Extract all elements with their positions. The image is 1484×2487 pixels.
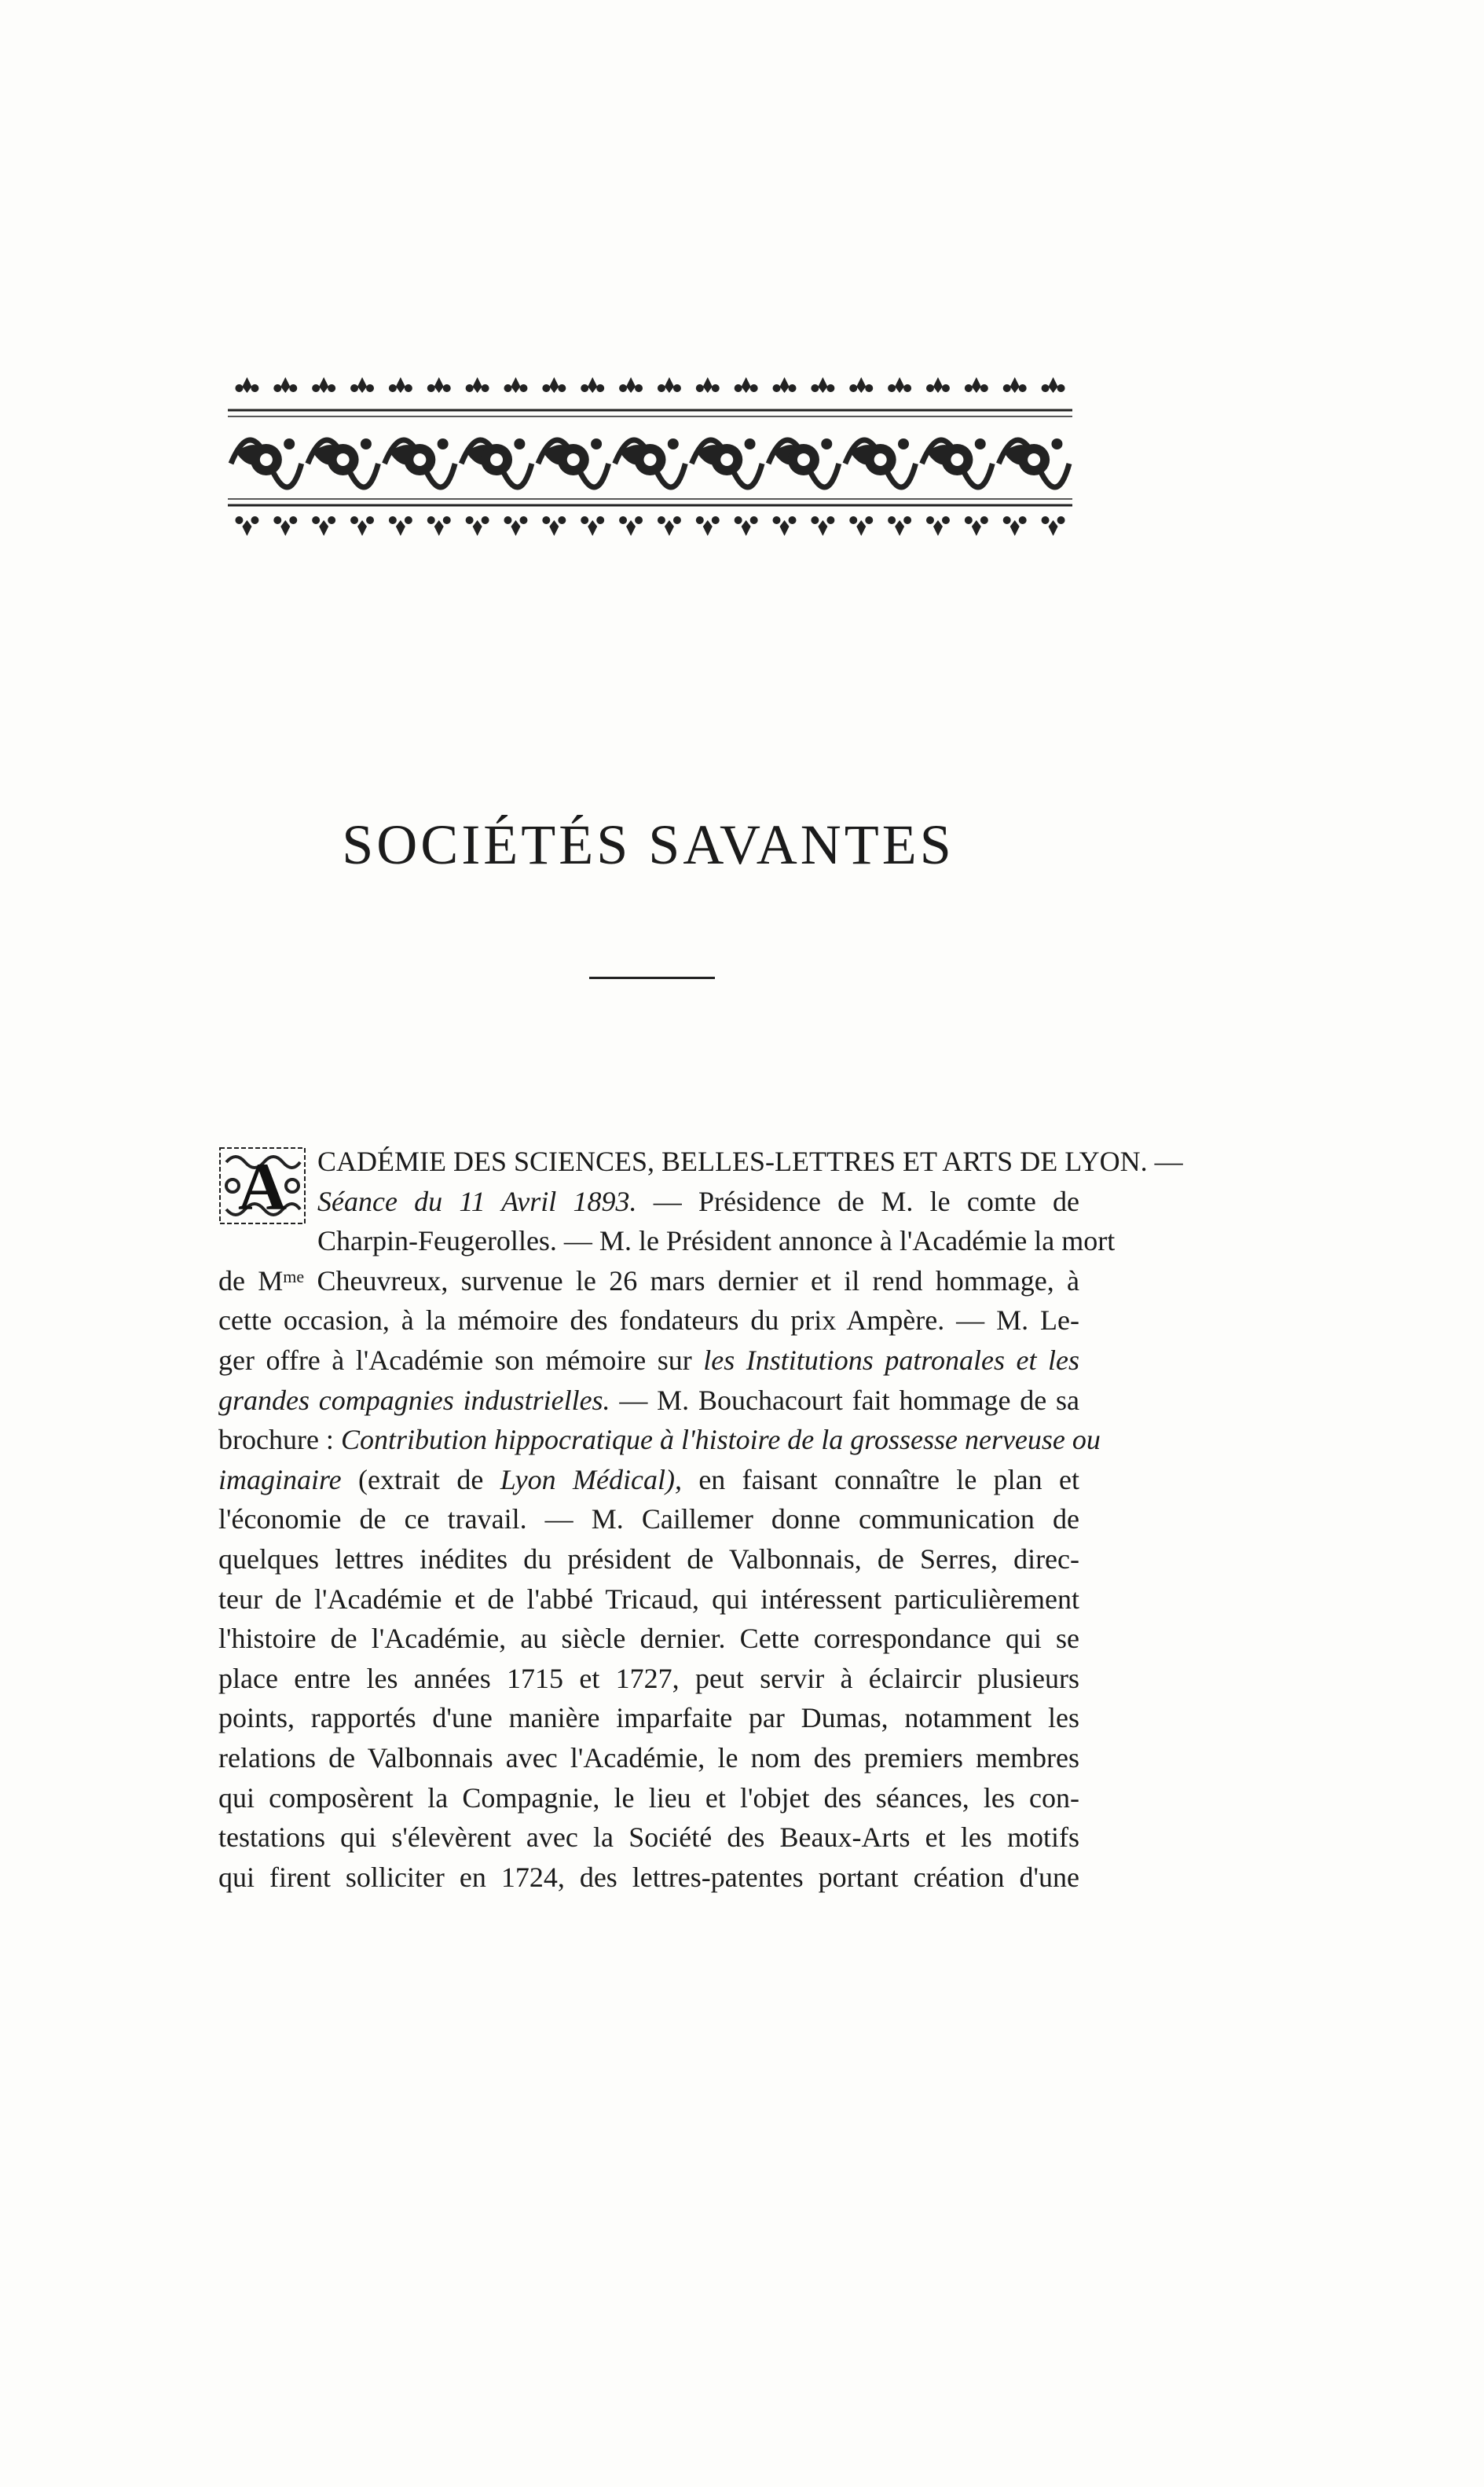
text-line: Séance du 11 Avril 1893. — Présidence de M. le comte de: [317, 1185, 1080, 1217]
text-line: brochure : Contribution hippocratique à l'histoire de la grossesse nerveuse ou: [218, 1424, 1101, 1456]
ornate-initial-icon: [218, 1146, 306, 1225]
text-line: qui firent solliciter en 1724, des lettres-patentes portant création d'une: [218, 1861, 1079, 1893]
svg-text:A: A: [237, 1149, 288, 1224]
text-line: grandes compagnies industrielles. — M. Bouchacourt fait hommage de sa: [218, 1384, 1079, 1416]
text-line: points, rapportés d'une manière imparfaite par Dumas, notamment les: [218, 1702, 1079, 1734]
text-line: CADÉMIE DES SCIENCES, BELLES-LETTRES ET ARTS DE LYON. —: [317, 1146, 1183, 1177]
text-line: qui composèrent la Compagnie, le lieu et l'objet des séances, les con-: [218, 1781, 1079, 1814]
text-line: testations qui s'élevèrent avec la Société des Beaux-Arts et les motifs: [218, 1821, 1079, 1854]
text-line: quelques lettres inédites du président de Valbonnais, de Serres, direc-: [218, 1542, 1079, 1575]
text-line: relations de Valbonnais avec l'Académie, le nom des premiers membres: [218, 1741, 1079, 1774]
article-body: [218, 1142, 1183, 1897]
seance-date: Séance du 11 Avril 1893.: [317, 1185, 637, 1217]
title-divider: [589, 977, 715, 979]
text-line: de $M^{me}$ Cheuvreux, survenue le 26 mars dernier et il rend hommage, à: [218, 1264, 1079, 1297]
text-line: l'histoire de l'Académie, au siècle dernier. Cette correspondance qui se: [218, 1623, 1079, 1655]
text-line: Charpin-Feugerolles. — M. le Président annonce à l'Académie la mort: [317, 1225, 1116, 1257]
text-line: imaginaire (extrait de Lyon Médical), en faisant connaître le plan et: [218, 1463, 1080, 1495]
text-line: cette occasion, à la mémoire des fondateurs du prix Ampère. — M. Le-: [218, 1304, 1079, 1337]
text-line: place entre les années 1715 et 1727, peut servir à éclaircir plusieurs: [218, 1662, 1079, 1694]
text-line: teur de l'Académie et de l'abbé Tricaud, qui intéressent particulièrement: [218, 1583, 1079, 1615]
text-line: l'économie de ce travail. — M. Caillemer donne communication de: [218, 1503, 1079, 1535]
section-title: SOCIÉTÉS SAVANTES: [342, 813, 955, 876]
text-line: ger offre à l'Académie son mémoire sur les Institutions patronales et les: [218, 1344, 1079, 1376]
fleuron-headpiece-icon: [228, 369, 1072, 542]
